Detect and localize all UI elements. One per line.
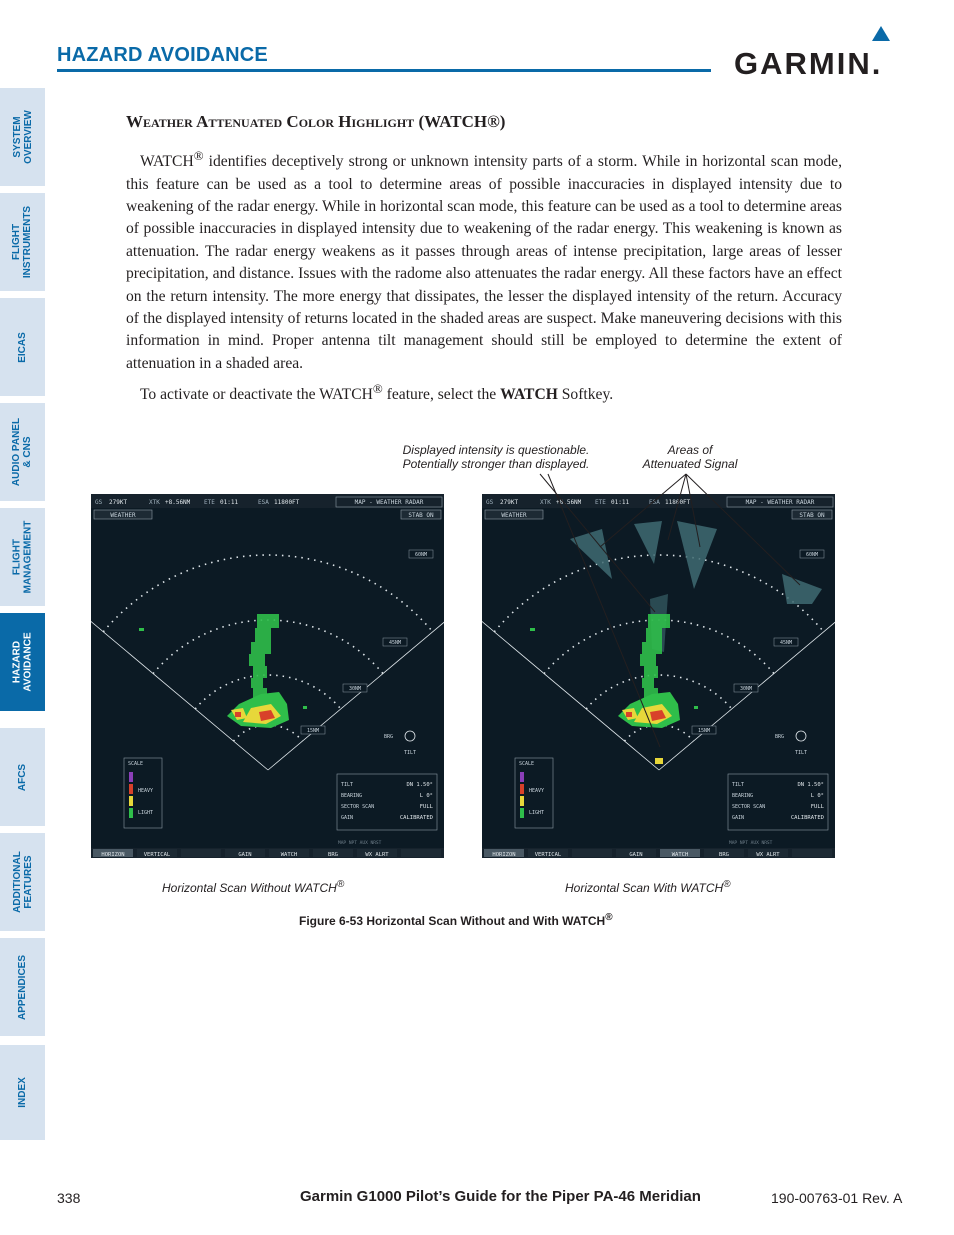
caption-without-watch [162, 879, 344, 895]
attenuated-area [677, 521, 717, 589]
info-label: GAIN [732, 815, 745, 821]
info-label: SECTOR SCAN [341, 804, 375, 810]
range-label: 45NM [388, 640, 402, 646]
scale-color-swatch [129, 808, 133, 818]
section-header-title: HAZARD AVOIDANCE [57, 44, 268, 66]
ete-label: ETE [595, 499, 606, 506]
info-value: CALIBRATED [790, 815, 824, 821]
page-number: 338 [57, 1190, 81, 1206]
caption-text: Horizontal Scan Without WATCH [162, 881, 337, 895]
xtk-value: +8.56NM [556, 499, 582, 506]
return-green [694, 706, 698, 709]
softkey [401, 849, 441, 857]
return-green [257, 614, 279, 628]
tilt-label: TILT [794, 750, 808, 756]
return-green [251, 642, 271, 654]
attenuated-area [570, 529, 612, 579]
registered-mark: ® [336, 879, 345, 890]
map-title: MAP - WEATHER RADAR [745, 499, 815, 506]
esa-value: 11800FT [274, 499, 300, 506]
softkey-label: WX ALRT [756, 852, 780, 858]
mode-label: WEATHER [501, 512, 527, 519]
tab-index[interactable] [0, 1045, 45, 1140]
brg-label: BRG [384, 734, 394, 740]
tab-system-overview[interactable] [0, 88, 45, 186]
tab-label: APPENDICES [17, 954, 29, 1020]
info-label: BEARING [732, 793, 754, 799]
softkey-label: GAIN [238, 852, 252, 858]
softkey [181, 849, 221, 857]
sector-edge-right [268, 619, 444, 770]
gs-value: 279KT [500, 499, 519, 506]
weather-returns [139, 614, 307, 728]
softkey-label: VERTICAL [534, 852, 562, 858]
status-line: MAP NPT AUX NRST [729, 841, 773, 846]
paragraph-text: Softkey. [557, 386, 614, 404]
mode-label: WEATHER [110, 512, 136, 519]
softkey-label: HORIZON [101, 852, 125, 858]
ete-value: 01:11 [611, 499, 630, 506]
scale-title: SCALE [128, 761, 144, 767]
scale-color-swatch [520, 796, 524, 806]
tab-label: SYSTEM OVERVIEW [11, 110, 34, 164]
tab-label: FLIGHT INSTRUMENTS [11, 205, 34, 279]
range-label: 30NM [739, 686, 753, 692]
attenuated-area [782, 574, 822, 604]
paragraph-text: To activate or deactivate the WATCH [140, 386, 373, 404]
info-value: FULL [419, 804, 433, 810]
info-label: GAIN [341, 815, 354, 821]
xtk-label: XTK [149, 499, 160, 506]
footer-doc-number: 190-00763-01 Rev. A [771, 1190, 903, 1206]
info-label: TILT [341, 782, 354, 788]
gs-label: GS [95, 499, 103, 506]
radar-display [482, 494, 835, 858]
tab-audio-panel[interactable] [0, 403, 45, 501]
scale-title: SCALE [519, 761, 535, 767]
sector-edge-left [482, 619, 659, 770]
return-red [235, 712, 241, 717]
tab-label: HAZARD AVOIDANCE [11, 632, 34, 692]
stab-label: STAB ON [799, 512, 825, 519]
attenuated-area [634, 521, 662, 564]
caption-text: Horizontal Scan With WATCH [565, 881, 724, 895]
tab-additional-features[interactable] [0, 833, 45, 931]
return-green [530, 628, 535, 631]
section-title: Weather Attenuated Color Highlight (WATCH®) [126, 112, 506, 131]
caption-text: Figure 6-53 Horizontal Scan Without and With WATCH [299, 914, 606, 928]
radar-screen-without-watch [91, 494, 444, 858]
heavy-label: HEAVY [138, 788, 154, 794]
map-title: MAP - WEATHER RADAR [354, 499, 424, 506]
header-rule [57, 69, 711, 72]
range-label: 45NM [779, 640, 793, 646]
return-green [642, 678, 654, 688]
ete-label: ETE [204, 499, 215, 506]
tab-label: ADDITIONAL FEATURES [11, 851, 34, 913]
tilt-label: TILT [403, 750, 417, 756]
return-green [253, 666, 267, 678]
scale-color-swatch [129, 772, 133, 782]
xtk-label: XTK [540, 499, 551, 506]
range-label: 60NM [805, 552, 819, 558]
scale-color-swatch [520, 808, 524, 818]
softkey-label: WATCH [280, 852, 298, 858]
tab-appendices[interactable] [0, 938, 45, 1036]
callout-questionable-intensity: Displayed intensity is questionable. Potentially stronger than displayed. [402, 443, 590, 471]
tab-label: AFCS [16, 763, 28, 791]
weather-returns [530, 614, 698, 764]
tab-label: INDEX [17, 1077, 28, 1108]
esa-value: 11800FT [665, 499, 691, 506]
info-label: BEARING [341, 793, 363, 799]
info-value: L 0° [810, 793, 824, 799]
scale-color-swatch [129, 784, 133, 794]
radar-display [91, 494, 444, 858]
sector-edge-right [659, 619, 835, 770]
softkey-label: BRG [328, 852, 338, 858]
heavy-label: HEAVY [529, 788, 545, 794]
return-green [642, 642, 662, 654]
paragraph-text: feature, select the [382, 386, 501, 404]
range-label: 15NM [697, 728, 711, 734]
return-yellow [655, 758, 663, 764]
tab-label: FLIGHT MANAGEMENT [11, 520, 34, 594]
return-green [249, 654, 265, 666]
brg-label: BRG [775, 734, 785, 740]
esa-label: ESA [258, 499, 269, 506]
scale-color-swatch [520, 784, 524, 794]
return-green [303, 706, 307, 709]
radar-screen-with-watch [482, 494, 835, 858]
registered-mark: ® [723, 879, 731, 890]
esa-label: ESA [649, 499, 660, 506]
watch-term: WATCH [140, 153, 194, 171]
gs-value: 279KT [109, 499, 128, 506]
stab-label: STAB ON [408, 512, 434, 519]
figure-caption [299, 912, 613, 928]
return-green [646, 628, 662, 642]
xtk-value: +8.56NM [165, 499, 191, 506]
range-label: 15NM [306, 728, 320, 734]
tab-hazard-avoidance[interactable] [0, 613, 45, 711]
scale-color-swatch [129, 796, 133, 806]
softkey-label: WX ALRT [365, 852, 389, 858]
return-green [139, 628, 144, 631]
tab-flight-instruments[interactable] [0, 193, 45, 291]
info-label: TILT [732, 782, 745, 788]
gs-label: GS [486, 499, 494, 506]
softkey [572, 849, 612, 857]
light-label: LIGHT [529, 810, 545, 816]
garmin-logo-wordmark: GARMIN. [734, 46, 883, 81]
return-green [251, 678, 263, 688]
softkey-label: HORIZON [492, 852, 516, 858]
return-green [640, 654, 656, 666]
tab-eicas[interactable] [0, 298, 45, 396]
info-value: L 0° [419, 793, 433, 799]
info-value: FULL [810, 804, 824, 810]
return-red [626, 712, 632, 717]
tab-label: AUDIO PANEL & CNS [11, 417, 34, 487]
return-green [255, 628, 271, 642]
range-label: 60NM [414, 552, 428, 558]
softkey-label: VERTICAL [143, 852, 171, 858]
softkey [792, 849, 832, 857]
garmin-logo [734, 26, 898, 81]
footer-title: Garmin G1000 Pilot’s Guide for the Piper PA-46 Meridian [300, 1188, 701, 1205]
info-value: CALIBRATED [399, 815, 433, 821]
info-value: DN 1.50° [797, 782, 824, 788]
return-green [644, 666, 658, 678]
softkey-label: GAIN [629, 852, 643, 858]
caption-with-watch [565, 879, 731, 895]
info-value: DN 1.50° [406, 782, 433, 788]
return-green [648, 614, 670, 628]
range-label: 30NM [348, 686, 362, 692]
tab-label: EICAS [17, 331, 28, 363]
body-paragraph-watch [126, 145, 842, 375]
registered-mark: ® [193, 148, 204, 163]
scale-color-swatch [520, 772, 524, 782]
registered-mark: ® [605, 912, 613, 923]
watch-softkey-name: WATCH [500, 386, 558, 404]
paragraph-text: identifies deceptively strong or unknown intensity parts of a storm. While in horizontal scan mode, this feature can be used as a tool to determine areas of possible inaccuracies in displayed intensity due to weakening of the radar energy. While in horizontal scan mode, this feature can be used as a tool to determine areas of possible inaccuracies in displayed intensity due to weakening of the radar energy. This weakening is known as attenuation. The radar energy weakens as it passes through areas of intense precipitation, large areas of lesser precipitation, and distance. Issues with the radome also attenuates the radar energy. All these factors have an effect on the return intensity. The more energy that dissipates, the lesser the displayed intensity of the return. Accuracy of the displayed intensity of returns located in the shaded areas are suspect. Make maneuvering decisions with this information in mind. Proper antenna tilt management should still be employed to determine the extent of attenuation in a shaded area. [126, 153, 842, 372]
light-label: LIGHT [138, 810, 154, 816]
body-paragraph-activate [126, 378, 842, 406]
status-line: MAP NPT AUX NRST [338, 841, 382, 846]
softkey-label: BRG [719, 852, 729, 858]
tab-afcs[interactable] [0, 728, 45, 826]
antenna-icon [405, 731, 415, 741]
sector-edge-left [91, 619, 268, 770]
info-label: SECTOR SCAN [732, 804, 766, 810]
tab-flight-management[interactable] [0, 508, 45, 606]
antenna-icon [796, 731, 806, 741]
registered-mark: ® [372, 381, 383, 396]
softkey-label: WATCH [671, 852, 689, 858]
garmin-triangle-icon [872, 26, 890, 41]
ete-value: 01:11 [220, 499, 239, 506]
callout-attenuated-areas: Areas of Attenuated Signal [642, 443, 738, 471]
